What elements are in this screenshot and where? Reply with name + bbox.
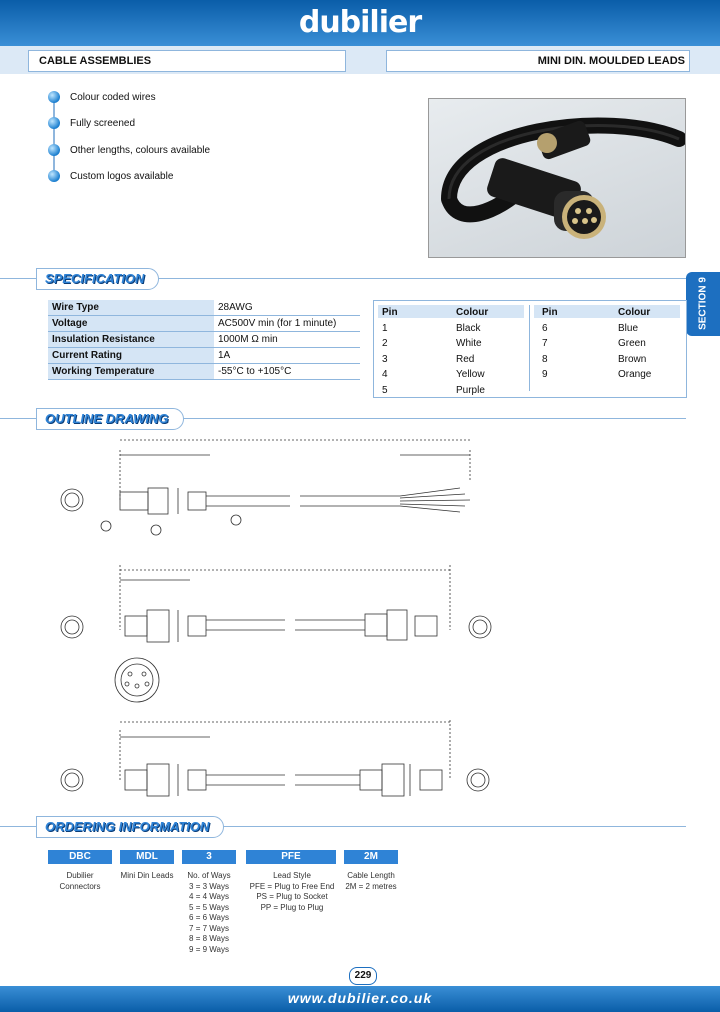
order-code-style: PFE xyxy=(246,850,336,864)
product-photo xyxy=(428,98,686,258)
outline-banner xyxy=(0,408,686,430)
specification-heading: SPECIFICATION xyxy=(36,268,159,290)
bullet-icon xyxy=(48,117,60,129)
order-code-length: 2M xyxy=(344,850,398,864)
pin-column-right: Pin 6 7 8 9 xyxy=(542,307,558,381)
order-code-ways: 3 xyxy=(182,850,236,864)
specification-banner xyxy=(0,268,686,290)
page-number: 229 xyxy=(349,967,377,985)
colour-column-right: Colour Blue Green Brown Orange xyxy=(618,307,652,381)
order-desc-length: Cable Length 2M = 2 metres xyxy=(345,871,397,891)
bullet-icon xyxy=(48,144,60,156)
order-code-dbc: DBC xyxy=(48,850,112,864)
header-right-title: MINI DIN. MOULDED LEADS xyxy=(386,50,690,72)
order-desc-ways: No. of Ways 3 = 3 Ways 4 = 4 Ways 5 = 5 Ways 6 = 6 Ways 7 = 7 Ways 8 = 8 Ways 9 = 9 Ways xyxy=(187,871,231,954)
section-tab: SECTION 9 xyxy=(686,272,720,336)
outline-drawing xyxy=(0,430,720,810)
table-row: Insulation Resistance 1000M Ω min xyxy=(48,332,360,348)
bullet-icon xyxy=(48,170,60,182)
colour-column-left: Colour Black White Red Yellow Purple xyxy=(456,307,489,396)
pin-colour-table xyxy=(373,300,687,398)
outline-heading: OUTLINE DRAWING xyxy=(36,408,184,430)
feature-item: Other lengths, colours available xyxy=(48,143,210,159)
feature-item: Colour coded wires xyxy=(48,90,156,106)
table-row: Working Temperature -55°C to +105°C xyxy=(48,364,360,380)
feature-item: Custom logos available xyxy=(48,169,173,185)
order-desc-mdl: Mini Din Leads xyxy=(120,871,174,880)
specification-table xyxy=(48,300,360,380)
bullet-connector-line xyxy=(53,100,55,176)
pin-header-band xyxy=(378,305,524,318)
table-row: Wire Type 28AWG xyxy=(48,300,360,316)
bullet-icon xyxy=(48,91,60,103)
order-code-mdl: MDL xyxy=(120,850,174,864)
table-row: Current Rating 1A xyxy=(48,348,360,364)
dubilier-logo: dubilier xyxy=(298,5,422,40)
table-row: Voltage AC500V min (for 1 minute) xyxy=(48,316,360,332)
footer-url[interactable]: www.dubilier.co.uk xyxy=(0,986,720,1012)
feature-item: Fully screened xyxy=(48,116,135,132)
ordering-banner xyxy=(0,816,686,838)
ordering-heading: ORDERING INFORMATION xyxy=(36,816,224,838)
pin-column-left: Pin 1 2 3 4 5 xyxy=(382,307,398,396)
header-left-title: CABLE ASSEMBLIES xyxy=(28,50,346,72)
order-desc-style: Lead Style PFE = Plug to Free End PS = Plug to Socket PP = Plug to Plug xyxy=(249,871,335,912)
order-desc-dbc: Dubilier Connectors xyxy=(59,871,101,891)
